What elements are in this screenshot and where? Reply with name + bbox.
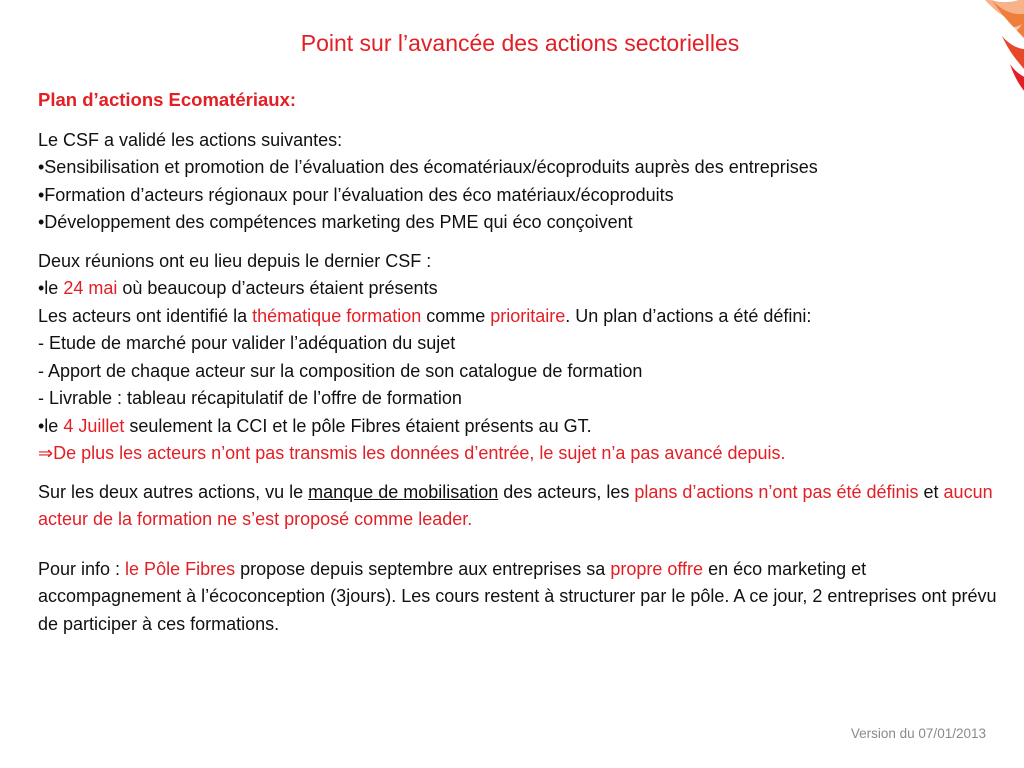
highlight-thematique: thématique formation: [252, 305, 422, 326]
csf-intro: Le CSF a validé les actions suivantes:: [38, 129, 343, 150]
other-actions-statement: Sur les deux autres actions, vu le manque de mobilisation des acteurs, les plans d’actions n’ont pas été définis et aucun acteur de la formation ne s’est proposé comme leader.: [38, 481, 993, 529]
csf-action-item: •Sensibilisation et promotion de l’évaluation des écomatériaux/écoproduits auprès des entreprises: [38, 157, 818, 177]
highlight-plans: plans d’actions n’ont pas été définis: [634, 481, 919, 502]
highlight-propre-offre: propre offre: [610, 558, 704, 579]
conclusion: ⇒De plus les acteurs n’ont pas transmis les données d’entrée, le sujet n’a pas avancé depuis.: [38, 443, 786, 463]
plan-item: - Etude de marché pour valider l’adéquation du sujet: [38, 333, 456, 353]
highlight-no-leader: aucun acteur de la formation ne s’est proposé comme leader.: [38, 481, 993, 529]
plan-item: - Livrable : tableau récapitulatif de l’offre de formation: [38, 388, 462, 408]
version-footer: Version du 07/01/2013: [850, 726, 986, 741]
section-heading: Plan d’actions Ecomatériaux:: [38, 89, 297, 110]
meeting-1-date: 24 mai: [63, 278, 118, 298]
implies-arrow-icon: ⇒: [38, 443, 54, 463]
slide-title: Point sur l’avancée des actions sectorielles: [300, 30, 740, 56]
plan-item: - Apport de chaque acteur sur la composition de son catalogue de formation: [38, 360, 643, 381]
slide-body: [38, 86, 998, 638]
highlight-prioritaire: prioritaire: [490, 305, 566, 326]
meeting-2: •le 4 Juillet seulement la CCI et le pôle Fibres étaient présents au GT.: [38, 415, 592, 436]
csf-action-item: •Développement des compétences marketing des PME qui éco conçoivent: [38, 212, 633, 232]
underlined-text: manque de mobilisation: [308, 481, 499, 502]
highlight-pole-fibres: le Pôle Fibres: [125, 558, 236, 579]
meeting-1: •le 24 mai où beaucoup d’acteurs étaient présents: [38, 278, 438, 298]
csf-action-item: •Formation d’acteurs régionaux pour l’évaluation des éco matériaux/écoproduits: [38, 184, 674, 205]
info-statement: Pour info : le Pôle Fibres propose depuis septembre aux entreprises sa propre offre en éco marketing et accompagnement à l’écoconception (3jours). Les cours restent à structurer par le pôle. A ce jour, 2 entreprises ont prévu de participer à ces formations.: [38, 558, 997, 634]
meetings-intro: Deux réunions ont eu lieu depuis le dernier CSF :: [38, 250, 432, 271]
actors-statement: Les acteurs ont identifié la thématique formation comme prioritaire. Un plan d’actions a été défini:: [38, 305, 812, 326]
meeting-2-date: 4 Juillet: [63, 415, 125, 436]
